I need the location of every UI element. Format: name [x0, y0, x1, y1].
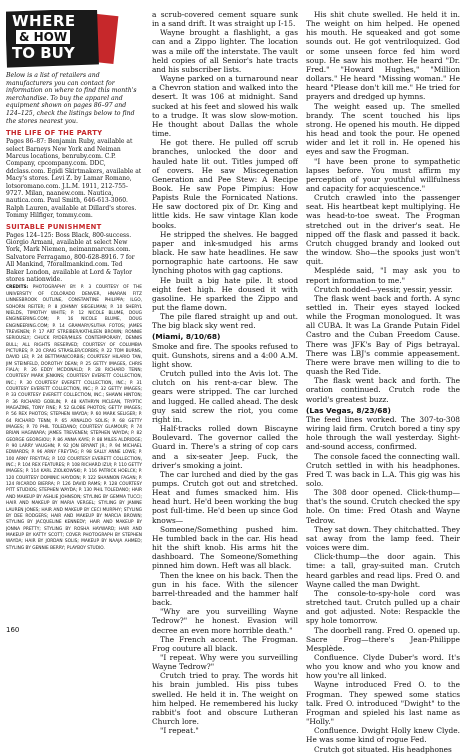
page-number: 160 — [6, 626, 20, 634]
story-paragraph: The doorbell rang. Fred O. opened up. Sacre Frog—there's Jean-Philippe Mesplède. — [306, 625, 460, 653]
story-column-3 — [306, 10, 460, 754]
story-paragraph: Crutch tried to pray. The words hit his brain jumbled. His piss tubes swelled. He held it in. The weight on him helped. He remembered his lucky rabbit's foot and obscure Lutheran Church lore. — [152, 671, 298, 727]
where-how-to-buy-logo — [6, 10, 134, 66]
story-paragraph: The 308 door opened. Click-thump—that's the sound. Crutch checked the spy hole. On time: Fred Otash and Wayne Tedrow. — [306, 488, 460, 525]
story-paragraph: Click-thump—the door again. This time: a tall, gray-suited man. Crutch heard garbles and read lips. Fred O. and Wayne called the man Dwight. — [306, 552, 460, 589]
story-paragraph: They sat down. They chitchatted. They sat away from the lamp feed. Their voices were dim. — [306, 524, 460, 553]
story-paragraph: The console faced the connecting wall. Crutch settled in with his headphones. Fred T. was back in L.A. This gig was his solo. — [306, 451, 460, 489]
story-paragraph: The console-to-spy-hole cord was stretched taut. Crutch pulled up a chair and got adjusted. Note: Respackle the spy hole tomorrow. — [306, 588, 460, 626]
story-paragraph: The flask went back and forth. A sync settled in. Their eyes stayed locked while the Frogman monologued. It was all CUBA. It was La Grande Putain Fidel Castro and the Cuban Freedom Cause. There was JFK's Bay of Pigs betrayal. There was LBJ's commie appeasement. There were brave men willing to die to quash the Red Tide. — [306, 293, 460, 377]
section-title-suitable-punishment: SUITABLE PUNISHMENT — [6, 222, 102, 231]
story-paragraph: Smoke and fire. The spooks refused to quit. Gunshots, sirens and a 4:00 A.M. light show. — [152, 341, 298, 369]
story-paragraph: Someone/Something pushed him. He tumbled back in the car. His head hit the shift knob. His arms hit the dashboard. The Someone/Something pinned him down. Heft was all black. — [152, 524, 298, 571]
story-paragraph: Then the knee on his back. Then the gun in his face. With the silencer barrel-threaded and the hammer half back. — [152, 570, 298, 608]
story-paragraph: The feed lines worked. The 307-to-308 wiring laid firm. Crutch bored a tiny spy hole through the wall yesterday. Sight-and-sound access, confirmed. — [306, 414, 460, 452]
logo-word-how: & HOW — [16, 30, 70, 44]
story-paragraph: His shit chute swelled. He held it in. The weight on him helped. He opened his mouth. He squeaked and got some sounds out. He got ventriloquized. God or some unseen force fed him word soup. He saw his mother. He heard "Dr. Fred." "Howard Hughes," "Million dollars." He heard "Missing woman." He heard "Please don't kill me." He tried for prayers and dredged up hymns. — [306, 10, 460, 102]
story-paragraph: The French accent. The Frogman. Frog couture all black. — [152, 634, 298, 653]
story-paragraph: He got there. He pulled off scrub branches, unlocked the door and hauled hate lit out. Titles jumped off of covers. He saw Miscegenation Generation and Pee Stew: A Recipe Book. He saw Pope Pimpius: How Papists Rule the Fornicated Nations. He saw doctored pix of Dr. King and little kids. He saw vintage Klan kode books. — [152, 138, 298, 230]
story-paragraph: "I repeat. Why were you surveilling Wayne Tedrow?" — [152, 652, 298, 672]
story-paragraph: The weight eased up. The smelled brandy. The scent touched his lips strong. He opened his mouth. He dipped his head and took the pour. He opened wider and let it roll in. He opened his eyes and saw the Frogman. — [306, 101, 460, 157]
logo-word-to-buy: TO BUY — [12, 44, 75, 62]
story-paragraph: He stripped the shelves. He bagged paper and ink-smudged his arms black. He saw hate headlines. He saw pornographic hate cartoons. He saw lynching photos with gag captions. — [152, 229, 298, 276]
story-paragraph: The car lurched and died by the gas pumps. Crutch got out and stretched. Heat and fumes smacked him. His head hurt. He'd been working the bug post full-time. He'd been up since God knows— — [152, 469, 298, 525]
story-paragraph: Crutch crawled into the passenger seat. His heartbeat kept multiplying. He was head-to-toe sweat. The Frogman stretched out in the driver's seat. He nipped off the flask and passed it back. Crutch chugged brandy and looked out the window. Sho—the spooks just won't quit. — [306, 193, 460, 267]
story-paragraph: Wayne parked on a turnaround near a Chevron station and walked into the desert. It was 106 at midnight. Sand sucked at his feet and slowed his walk to a trudge. It was slow slow-motion. He thought about Dallas the whole time. — [152, 74, 298, 139]
story-paragraph: Confluence. Clyde Duber's word. It's who you know and who you know and how you're all linked. — [306, 652, 460, 681]
story-paragraph: a scrub-covered cement square sunk in a sand drift. It was straight up I-15. — [152, 10, 298, 29]
story-paragraph: Half-tracks rolled down Biscayne Boulevard. The governor called the Guard in. There's a string of cop cars and a six-seater Jeep. Fuck, the driver's smoking a joint. — [152, 424, 298, 470]
credits-text: PHOTOGRAPHY BY: P. 3 COURTESY OF THE UNIVERSITY OF COLORADO DENVER, HNARAN FITZ LINNESBROOK OUTLINE, CONSTANTINE PHILIPPA; ILGO, SOHORN REITER; P. 8 JOHNNY SIEGELMAN; P. 10 SHERYL NIELDS, TIMOTHY WHITE; P. 12 NICOLE BLUME, DOUG ENGINEERING.COM; P. 16 NICOLE BLUME, DOUG ENGINEERING.COM; P. 14 GRAMARY/SUTHA FOTOS; JAMES TREVENEN; P. 17 ART STREIBER/KATHLEEN BROWN; RONNIE SERIOUSLY; CHUCK RYDER/MILES CONTEMPORARY, DENNIS BULL; ALL RIGHTS RESERVED; COURTESY OF COLUMBIA PICTURES; P. 20 CRAIG STRASLER/CORBIS; P. 22 TOM BURNS, DAVID LEI; P. 24 BETTMAN/CORBIS; COURTESY HILARIO TAN, JIM STEINFELD, DOROTHY DEAN; P. 25 GETTY IMAGES, CHRIS FIALA; P. 26 EDDY MCDONALD; P. 28 RICHARD TENN; COURTESY MARK JENKINS; COURTESY EVERETT COLLECTION, INC.; P. 30 COURTESY EVERETT COLLECTION, INC.; P. 31 COURTESY EVERETT COLLECTION, INC.; P. 32 GETTY IMAGES; P. 33 COURTESY EVERETT COLLECTION, INC.; SHAWN HINTON; P. 36 RICHARD GOBLIN; P. 48 KATHRYN MCLEAN, TRYPTIC MAGAZINE, TONY FINE; P. 52 GLOBE PHOTOS; GETTY IMAGES; P. 56 REX PHOTOS; STEPHEN WAYDA; P. 60 MARK SELIGER; P. 64 RICHARD TENN; P. 65 ARNALDO SOLIS; P. 68 GETTY IMAGES; P. 70 PHIL TOLEDANO; COURTESY GLAMOUR; P. 74 BRIAN HAGIWARA; JAMES TREVENEN; STEPHEN WAYDA; P. 82 GEORGE GEORGIOU; P. 86 ANNA KAYE; P. 88 MILES ALDRIDGE; P. 90 LARRY VAUGHN; P. 92 JON BRYANT JR.; P. 94 MICHAEL EDWARDS; P. 96 ARNY FREYTAG; P. 98 SALLY ANNE LOWE; P. 100 ARNY FREYTAG; P. 102 COURTESY EVERETT COLLECTION, INC.; P. 104 REX FEATURES; P. 108 RICHARD IZUI; P. 110 GETTY IMAGES; P. 114 KARL ZIOLKOWSKI; P. 116 PATRICK HOELCK; P. 120 COURTESY DOMINIC HAYDON; P. 122 SHANNON FAGAN; P. 124 RICARDO BIERRA; P. 126 DAVID RAMS; P. 128 COURTESY PITT STUDIOS; STEPHEN WAYDA; P. 130 PHIL TOLEDANO; HAIR AND MAKEUP BY ASHLIE JOHNSON; STYLING BY GEMMA TUCCI; HAIR AND MAKEUP BY MARIA VERGEL; STYLING BY JANINE LAUREN JONES; HAIR AND MAKEUP BY CECI MURPHY; STYLING BY DEE RODGERS; HAIR AND MAKEUP BY MARCIA BROWN; STYLING BY JACQUELINE KENNEDY; HAIR AND MAKEUP BY JONNA PRETTY; STYLING BY ROSHA HAYWARD; HAIR AND MAKEUP BY KATTY SCOTT; COVER PHOTOGRAPH BY STEPHEN WAYDA; HAIR BY JORDAN SOLIS; MAKEUP BY NAAJA AHMED; STYLING BY GENNIE BERRY; PLAYBOY STUDIO. — [6, 285, 142, 551]
story-paragraph: Crutch got situated. His headphones — [314, 744, 452, 754]
story-paragraph: Confluence. Dwight Holly knew Clyde. He was some kind of rogue Fed. — [306, 726, 460, 745]
intro-text: Below is a list of retailers and manufacturers you can contact for information on where to find this month's merchandise. To buy the apparel and equipment shown on pages 86–97 and 124–125, check the listings below to find the stores nearest you. — [6, 72, 137, 125]
story-column-2 — [152, 10, 298, 735]
story-paragraph: "Why are you surveilling Wayne Tedrow?" he honest. Evasion will decree an even more horrible death." — [152, 607, 298, 635]
story-paragraph: Crutch nodded—yessir, yessir, yessir. — [314, 284, 453, 294]
story-paragraph: Wayne introduced Fred O. to the Frogman. They spewed some statics talk. Fred O. introduced "Dwight" to the Frogman and spieled his last name as "Holly." — [306, 680, 460, 727]
section-text-suitable-punishment: Pages 124–125: Boss Black, 800-success. Giorgio Armani, available at select New York, Mark Niemen, neimanmarcus.com. Salvatore Ferragamo, 800-628-8916. 7 for All Mankind, 7forallmankind.com. Ted Baker London, available at Lord & Taylor stores nationwide. — [6, 231, 135, 284]
story-paragraph: The pile flared straight up and out. The big black sky went red. — [152, 312, 298, 331]
dateline-heading: (Miami, 8/10/68) — [152, 332, 221, 342]
story-paragraph: "I repeat." — [160, 726, 199, 736]
logo-word-where: WHERE — [12, 12, 76, 30]
section-text-life-of-party: Pages 86–87: Benjamin Ruby, available at select Barneys New York and Neiman Marcus locations, benruby.com. C.P. Company, cpcompany.com. DDC, ddclass.com. Egidi Skirtmakers, available at Macy's stores. Levi Z. by Lamar Romano, lotsoromano.com. J.L.M. 1911, 212-755-9727. Milan, naanew.com. Nautica, nautica.com. Paul Smith, 646-613-3060. Ralph Lauren, available at Dillard's stores. Tommy Hilfiger, tommy.com. — [6, 138, 142, 220]
story-paragraph: Crutch pulled into the Avis lot. The clutch on his rent-a-car blew. The gears were stripped. The car lurched and lugged. He called ahead. The desk guy said screw the riot, you come right in. — [152, 369, 298, 424]
section-title-life-of-party: THE LIFE OF THE PARTY — [6, 129, 103, 138]
story-paragraph: Wayne brought a flashlight, a gas can and a Zippo lighter. The location was a mile off the interstate. The vault held copies of all Senior's hate tracts and his subscriber lists. — [152, 28, 298, 74]
story-paragraph: He built a big hate pile. It stood eight feet high. He doused it with gasoline. He sparked the Zippo and put the flame down. — [152, 275, 298, 312]
story-paragraph: "I have been prone to sympathetic lapses before. You must affirm my perception of your youthful willfulness and capacity for acquiescence." — [306, 156, 460, 193]
where-how-to-buy-column — [6, 10, 142, 552]
photo-credits — [6, 285, 142, 551]
dateline-heading: (Las Vegas, 8/23/68) — [306, 405, 391, 415]
story-paragraph: Mespléde said, "I may ask you to report information to me." — [306, 266, 460, 285]
credits-lead: CREDITS: — [6, 285, 29, 291]
story-paragraph: The flask went back and forth. The oration continued. Crutch rode the world's greatest buzz. — [306, 376, 460, 404]
